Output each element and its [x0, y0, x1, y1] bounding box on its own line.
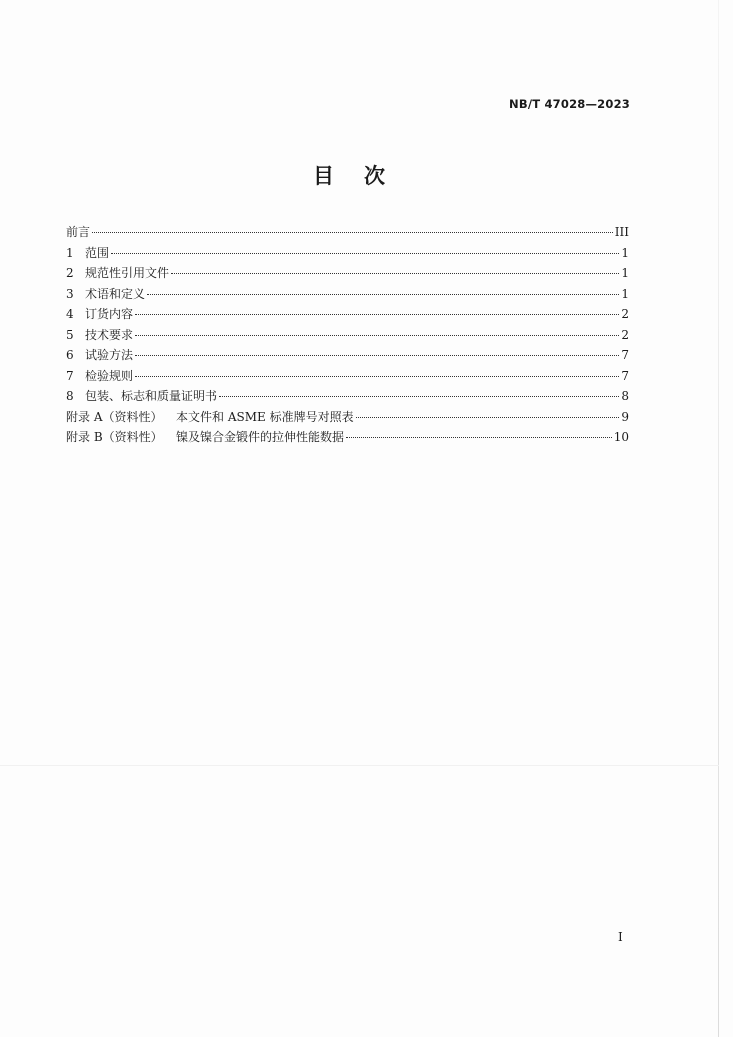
- toc-entry-number: 8: [66, 389, 74, 403]
- scan-edge-line: [718, 0, 719, 1037]
- standard-number: NB/T 47028—2023: [509, 97, 630, 111]
- toc-entry-number: 4: [66, 307, 74, 321]
- page-number: I: [618, 930, 623, 944]
- toc-entry-title: 订货内容: [85, 307, 134, 321]
- toc-entry-title: 技术要求: [85, 327, 134, 342]
- dot-leader: [92, 232, 613, 233]
- toc-entry-title: 本文件和 ASME 标准牌号对照表: [176, 409, 354, 424]
- toc-entry-title: 术语和定义: [85, 286, 146, 301]
- dot-leader: [346, 437, 612, 438]
- toc-entry-scope[interactable]: [66, 243, 629, 264]
- toc-entry-number: 3: [66, 286, 74, 301]
- dot-leader: [135, 376, 619, 377]
- scan-fold-line: [0, 765, 719, 766]
- toc-entry-technical-requirements[interactable]: [66, 325, 629, 346]
- toc-entry-appendix-a[interactable]: [66, 407, 629, 428]
- toc-heading-left: 目: [313, 164, 334, 188]
- toc-entry-title: 包装、标志和质量证明书: [85, 389, 218, 403]
- toc-heading-right: 次: [364, 164, 385, 188]
- dot-leader: [111, 253, 619, 254]
- toc-entry-number: 6: [66, 348, 74, 362]
- toc-list: [66, 222, 629, 448]
- toc-entry-title: 规范性引用文件: [85, 266, 170, 280]
- toc-entry-number: 7: [66, 368, 74, 383]
- toc-entry-title: 检验规则: [85, 368, 134, 383]
- toc-entry-page: 2: [621, 307, 629, 321]
- toc-entry-inspection-rules[interactable]: [66, 366, 629, 387]
- toc-entry-order-content[interactable]: [66, 304, 629, 325]
- toc-entry-page: 8: [621, 389, 629, 403]
- toc-entry-test-methods[interactable]: [66, 345, 629, 366]
- toc-heading: [0, 160, 698, 190]
- toc-entry-title: 镍及镍合金锻件的拉伸性能数据: [176, 430, 345, 444]
- dot-leader: [356, 417, 620, 418]
- dot-leader: [147, 294, 619, 295]
- toc-entry-title: 前言: [66, 225, 91, 239]
- toc-entry-page: 1: [621, 266, 629, 280]
- dot-leader: [135, 335, 619, 336]
- appendix-tag: 附录 A（资料性）: [66, 409, 163, 424]
- toc-entry-page: 7: [621, 348, 629, 362]
- toc-entry-title: 试验方法: [85, 348, 134, 362]
- toc-entry-number: 1: [66, 245, 74, 260]
- toc-entry-title: 范围: [85, 245, 110, 260]
- toc-entry-number: 5: [66, 327, 74, 342]
- toc-entry-packaging[interactable]: [66, 386, 629, 407]
- toc-entry-page: 2: [621, 327, 629, 342]
- toc-entry-page: 7: [621, 368, 629, 383]
- dot-leader: [219, 396, 619, 397]
- dot-leader: [135, 314, 619, 315]
- toc-entry-page: 1: [621, 245, 629, 260]
- toc-entry-page: 1: [621, 286, 629, 301]
- dot-leader: [135, 355, 619, 356]
- toc-entry-page: 9: [621, 409, 629, 424]
- toc-entry-foreword[interactable]: [66, 222, 629, 243]
- toc-entry-page: 10: [613, 430, 629, 444]
- appendix-tag: 附录 B（资料性）: [66, 430, 163, 444]
- toc-entry-appendix-b[interactable]: [66, 427, 629, 448]
- dot-leader: [171, 273, 619, 274]
- toc-entry-number: 2: [66, 266, 74, 280]
- toc-entry-terms[interactable]: [66, 284, 629, 305]
- toc-entry-normative-references[interactable]: [66, 263, 629, 284]
- toc-entry-page: III: [614, 225, 629, 239]
